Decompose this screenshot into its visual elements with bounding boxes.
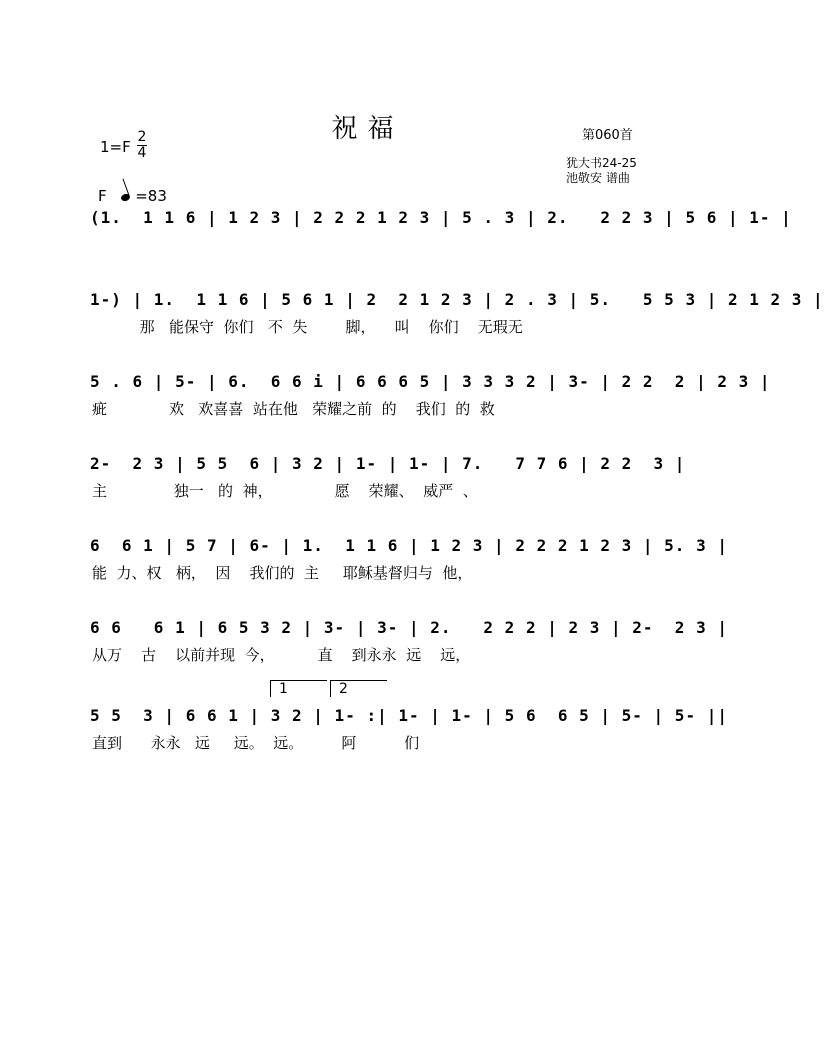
- key-signature: 1=F: [100, 138, 131, 156]
- tempo-marking: [98, 187, 167, 205]
- volta-1-label: 1: [279, 681, 288, 697]
- quarter-note-icon: [120, 193, 131, 203]
- line-notes: 5 . 6 | 5- | 6. 6 6 i | 6 6 6 5 | 3 3 3 2 | 3- | 2 2 2 | 2 3 |: [90, 372, 771, 391]
- first-ending-bracket: [270, 680, 327, 697]
- music-line-1: [90, 204, 792, 252]
- scripture-reference: 犹大书24-25: [566, 156, 637, 170]
- music-line-2: [90, 286, 824, 336]
- second-ending-bracket: [330, 680, 387, 697]
- time-signature: [137, 130, 147, 161]
- line-notes: 2- 2 3 | 5 5 6 | 3 2 | 1- | 1- | 7. 7 7 6 | 2 2 3 |: [90, 454, 686, 473]
- hymn-number: 第060首: [582, 128, 633, 143]
- line-notes: 1-) | 1. 1 1 6 | 5 6 1 | 2 2 1 2 3 | 2 . 3 | 5. 5 5 3 | 2 1 2 3 |: [90, 290, 824, 309]
- tempo-key: F: [98, 187, 107, 205]
- line-lyrics: 直到 永永 远 远。 远。 阿 们: [92, 734, 420, 752]
- line-notes: 5 5 3 | 6 6 1 | 3 2 | 1- :| 1- | 1- | 5 6 6 5 | 5- | 5- ||: [90, 706, 728, 725]
- line-lyrics: 疵 欢 欢喜喜 站在他 荣耀之前 的 我们 的 救: [92, 400, 495, 418]
- line-notes: (1. 1 1 6 | 1 2 3 | 2 2 2 1 2 3 | 5 . 3 | 2. 2 2 3 | 5 6 | 1- |: [90, 208, 792, 227]
- meter-top: 2: [137, 129, 147, 145]
- music-line-7: [90, 681, 728, 752]
- line-notes: 6 6 1 | 5 7 | 6- | 1. 1 1 6 | 1 2 3 | 2 2 2 1 2 3 | 5. 3 |: [90, 536, 728, 555]
- line-lyrics: 从万 古 以前并现 今， 直 到永永 远 远，: [92, 646, 471, 664]
- music-line-3: [90, 368, 771, 418]
- line-lyrics: 那 能保守 你们 不 失 脚， 叫 你们 无瑕无: [92, 318, 523, 336]
- source-credits: [566, 156, 637, 186]
- line-lyrics: 主 独一 的 神， 愿 荣耀、 威严 、: [92, 482, 478, 500]
- song-title: 祝福: [331, 114, 404, 144]
- line-notes: 6 6 6 1 | 6 5 3 2 | 3- | 3- | 2. 2 2 2 | 2 3 | 2- 2 3 |: [90, 618, 728, 637]
- music-line-4: [90, 450, 686, 500]
- meter-bottom: 4: [137, 145, 147, 161]
- volta-2-label: 2: [339, 681, 348, 697]
- line-lyrics: 能 力、权 柄， 因 我们的 主 耶稣基督归与 他，: [92, 564, 473, 582]
- music-line-6: [90, 614, 728, 664]
- composer-credit: 池敬安 谱曲: [566, 171, 630, 185]
- music-line-5: [90, 532, 728, 582]
- tempo-value: =83: [135, 187, 167, 205]
